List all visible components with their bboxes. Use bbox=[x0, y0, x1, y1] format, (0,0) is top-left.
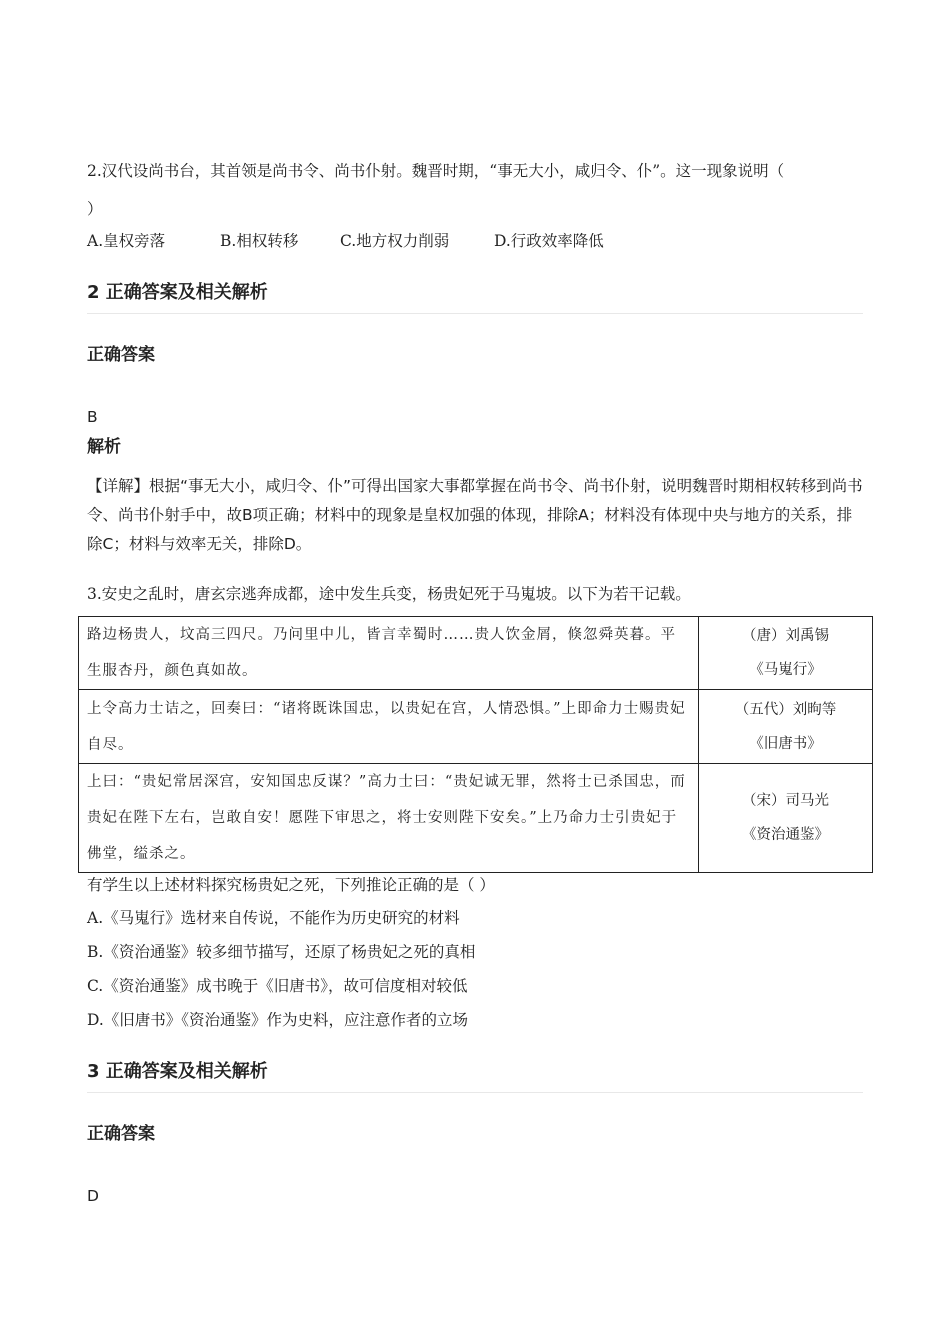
source-attribution bbox=[699, 617, 873, 690]
source-row bbox=[79, 690, 873, 764]
answer2-label: 正确答案 bbox=[87, 345, 155, 365]
source-text: 路边杨贵人，坟高三四尺。乃问里中儿，皆言幸蜀时……贵人饮金屑，倏忽舜英暮。平生服杏丹，颜色真如故。 bbox=[79, 617, 699, 690]
q2-stem-line2: ） bbox=[87, 200, 103, 218]
source-table bbox=[78, 616, 873, 873]
q2-stem-line1: 2.汉代设尚书台，其首领是尚书令、尚书仆射。魏晋时期，“事无大小，咸归令、仆”。这一现象说明（ bbox=[87, 162, 785, 180]
answer2-value: B bbox=[87, 408, 98, 426]
answer3-value: D bbox=[87, 1187, 99, 1205]
q2-option-d: D.行政效率降低 bbox=[494, 232, 604, 250]
source-work: 《旧唐书》 bbox=[749, 735, 822, 752]
source-row bbox=[79, 764, 873, 873]
source-row bbox=[79, 617, 873, 690]
q3-stem: 3.安史之乱时，唐玄宗逃奔成都，途中发生兵变，杨贵妃死于马嵬坡。以下为若干记载。 bbox=[87, 585, 691, 603]
source-text: 上令高力士诘之，回奏曰：“诸将既诛国忠，以贵妃在宫，人情恐惧。”上即命力士赐贵妃自尽。 bbox=[79, 690, 699, 764]
q3-question: 有学生以上述材料探究杨贵妃之死，下列推论正确的是（ ） bbox=[87, 876, 495, 894]
answer2-heading: 2 正确答案及相关解析 bbox=[87, 282, 268, 303]
source-attribution bbox=[699, 764, 873, 873]
source-attribution bbox=[699, 690, 873, 764]
source-text: 上曰：“贵妃常居深宫，安知国忠反谋？”高力士曰：“贵妃诚无罪，然将士已杀国忠，而贵妃在陛下左右，岂敢自安！愿陛下审思之，将士安则陛下安矣。”上乃命力士引贵妃于佛堂，缢杀之。 bbox=[79, 764, 699, 873]
source-author: （五代）刘昫等 bbox=[734, 701, 837, 718]
source-work: 《马嵬行》 bbox=[749, 662, 822, 678]
q3-option-b: B.《资治通鉴》较多细节描写，还原了杨贵妃之死的真相 bbox=[87, 943, 476, 961]
analysis2-text: 【详解】根据“事无大小，咸归令、仆”可得出国家大事都掌握在尚书令、尚书仆射，说明魏晋时期相权转移到尚书令、尚书仆射手中，故B项正确；材料中的现象是皇权加强的体现，排除A；材料没有体现中央与地方的关系，排除C；材料与效率无关，排除D。 bbox=[87, 477, 863, 553]
answer3-heading: 3 正确答案及相关解析 bbox=[87, 1061, 268, 1082]
q2-option-c: C.地方权力削弱 bbox=[340, 232, 450, 250]
q3-option-c: C.《资治通鉴》成书晚于《旧唐书》，故可信度相对较低 bbox=[87, 977, 468, 995]
answer3-label: 正确答案 bbox=[87, 1124, 155, 1144]
q2-option-b: B.相权转移 bbox=[220, 232, 299, 250]
source-author: （宋）司马光 bbox=[742, 793, 829, 809]
section-divider bbox=[87, 313, 863, 314]
analysis2-label: 解析 bbox=[87, 437, 121, 457]
source-work: 《资治通鉴》 bbox=[742, 827, 829, 843]
q3-option-d: D.《旧唐书》《资治通鉴》作为史料，应注意作者的立场 bbox=[87, 1011, 469, 1029]
section-divider bbox=[87, 1092, 863, 1093]
q3-option-a: A.《马嵬行》选材来自传说，不能作为历史研究的材料 bbox=[87, 909, 460, 927]
source-author: （唐）刘禹锡 bbox=[742, 628, 829, 644]
q2-option-a: A.皇权旁落 bbox=[87, 232, 166, 250]
